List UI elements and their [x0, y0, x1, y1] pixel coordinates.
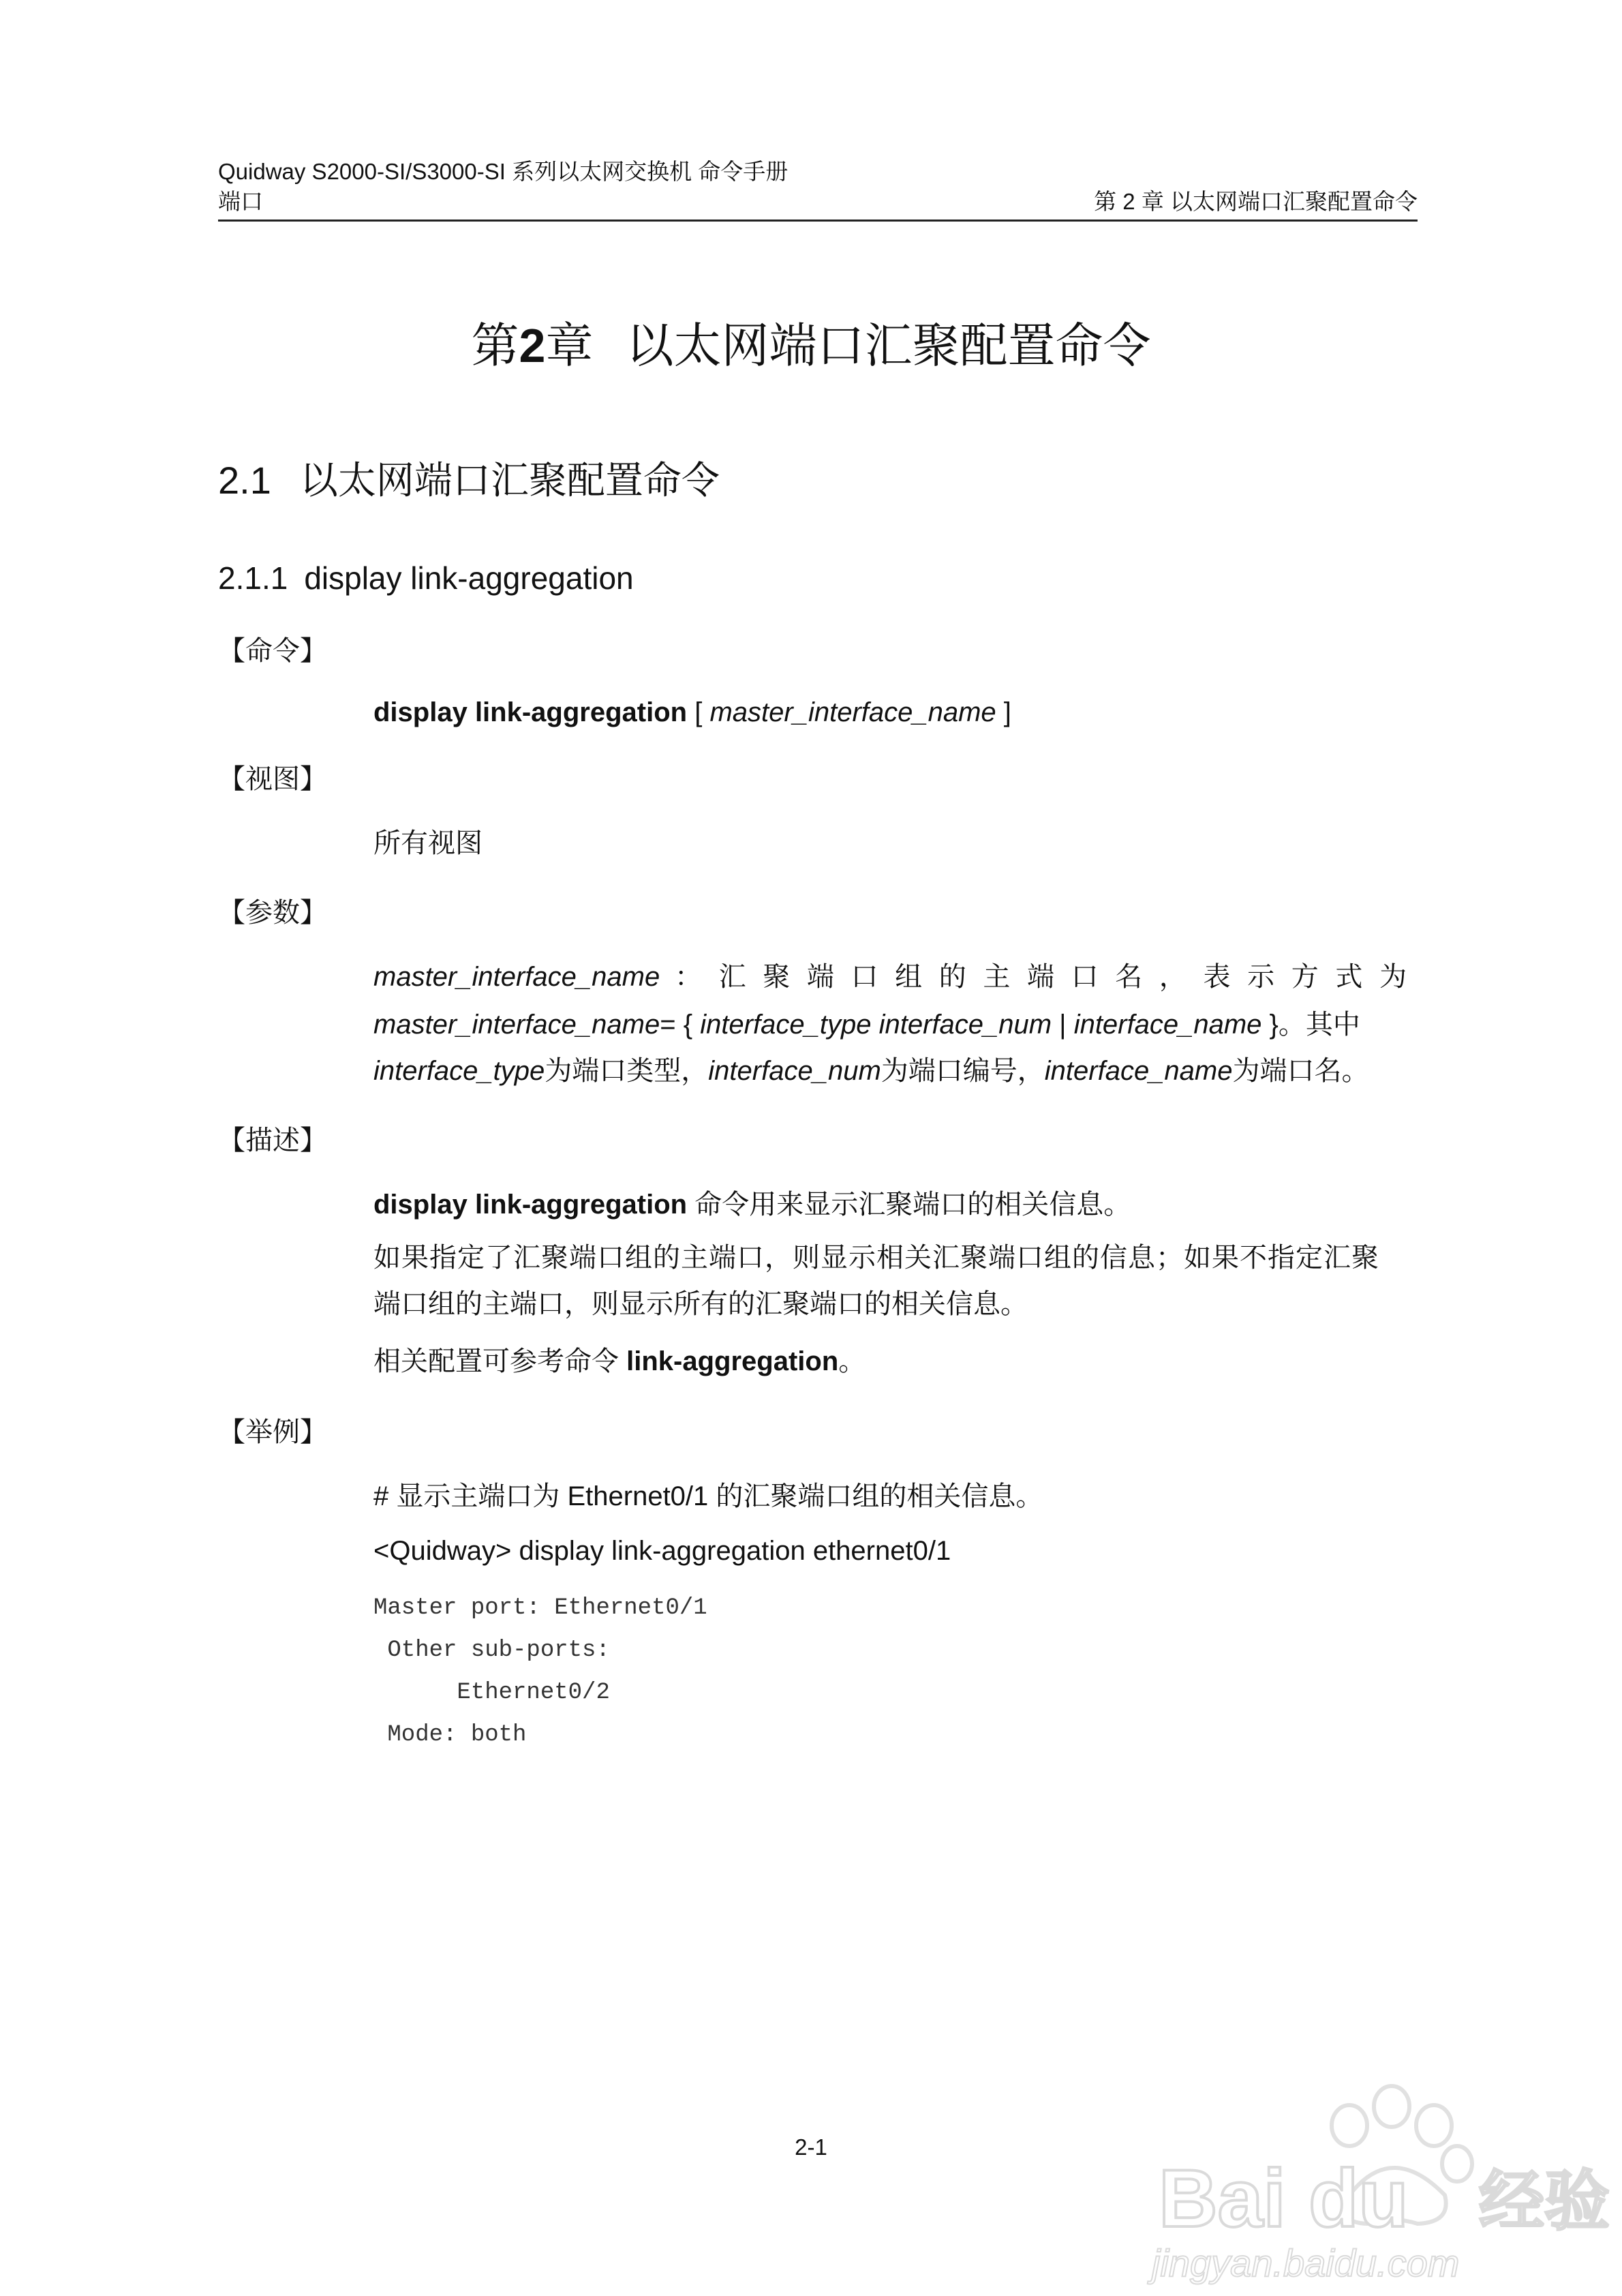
command-label: 【命令】: [218, 636, 327, 666]
subsection-title: display link-aggregation: [304, 560, 634, 596]
page-number: 2-1: [795, 2134, 827, 2160]
params-syntax-pipe: |: [1059, 1010, 1067, 1040]
params-master-interface-name: master_interface_name: [373, 962, 660, 992]
section-heading: [218, 457, 720, 504]
description-p3-end: 。: [838, 1346, 866, 1376]
params-line-2: [373, 1008, 1360, 1042]
view-label: 【视图】: [218, 764, 327, 794]
params-num-desc: 为端口编号，: [881, 1056, 1045, 1086]
chapter-suffix: 章: [545, 319, 594, 372]
header-rule: [218, 220, 1418, 222]
example-output-line: Ethernet0/2: [373, 1680, 610, 1706]
example-output-line: Master port: Ethernet0/1: [373, 1595, 707, 1621]
watermark-brand: Bai du: [1159, 2153, 1409, 2244]
params-interface-name: interface_name: [1044, 1056, 1233, 1086]
section-number: 2.1: [218, 459, 271, 502]
params-interface-type: interface_type: [373, 1056, 545, 1086]
chapter-name: 以太网端口汇聚配置命令: [626, 319, 1151, 372]
description-p1: [373, 1188, 1131, 1222]
chapter-prefix: 第: [471, 319, 519, 372]
description-p3: [373, 1344, 866, 1378]
subsection-number: 2.1.1: [218, 560, 288, 596]
chapter-number: 2: [519, 319, 546, 372]
example-prompt: <Quidway> display link-aggregation ethernet0/1: [373, 1536, 951, 1566]
params-line-3: [373, 1054, 1369, 1088]
params-syntax-close: }。其中: [1269, 1010, 1360, 1040]
example-label: 【举例】: [218, 1417, 327, 1447]
command-open-bracket: [: [694, 697, 703, 727]
header-manual-title: Quidway S2000-SI/S3000-SI 系列以太网交换机 命令手册: [218, 159, 789, 184]
description-p2-line-1: 如果指定了汇聚端口组的主端口，则显示相关汇聚端口组的信息；如果不指定汇聚: [373, 1243, 1379, 1273]
description-p2-line-2: 端口组的主端口，则显示所有的汇聚端口的相关信息。: [373, 1289, 1028, 1319]
subsection-heading: [218, 559, 634, 597]
chapter-title: [0, 315, 1622, 376]
header-chapter: 第 2 章 以太网端口汇聚配置命令: [1094, 189, 1418, 214]
example-output-line: Other sub-ports:: [373, 1637, 610, 1663]
description-p1-text: 命令用来显示汇聚端口的相关信息。: [694, 1190, 1131, 1220]
params-type-desc: 为端口类型，: [545, 1056, 709, 1086]
view-text: 所有视图: [373, 828, 483, 858]
params-syntax-type-num: interface_type interface_num: [700, 1010, 1052, 1040]
section-title: 以太网端口汇聚配置命令: [299, 459, 720, 502]
params-syntax-iface-name: interface_name: [1073, 1010, 1262, 1040]
params-syntax-name: master_interface_name: [373, 1010, 660, 1040]
watermark-url: jingyan.baidu.com: [1152, 2241, 1460, 2284]
command-close-bracket: ]: [1003, 697, 1011, 727]
params-label: 【参数】: [218, 898, 327, 928]
description-p3-cmd: link-aggregation: [626, 1346, 839, 1376]
command-syntax: [373, 695, 1011, 729]
header-section: 端口: [218, 189, 263, 214]
baidu-jingyan-watermark: [1124, 2079, 1615, 2284]
description-cmd: display link-aggregation: [373, 1190, 688, 1220]
command-keyword: display link-aggregation: [373, 697, 688, 727]
params-syntax-open: = {: [660, 1010, 693, 1040]
params-interface-num: interface_num: [708, 1056, 881, 1086]
watermark-cn: 经验: [1479, 2165, 1610, 2238]
command-param: master_interface_name: [709, 697, 996, 727]
params-name-desc: 为端口名。: [1232, 1056, 1369, 1086]
description-label: 【描述】: [218, 1126, 327, 1155]
description-p3-text: 相关配置可参考命令: [373, 1346, 619, 1376]
params-line-1: [373, 960, 1416, 994]
params-desc: ：汇聚端口组的主端口名，表示方式为: [674, 962, 1416, 992]
example-desc: # 显示主端口为 Ethernet0/1 的汇聚端口组的相关信息。: [373, 1481, 1043, 1511]
example-output-line: Mode: both: [373, 1722, 527, 1748]
